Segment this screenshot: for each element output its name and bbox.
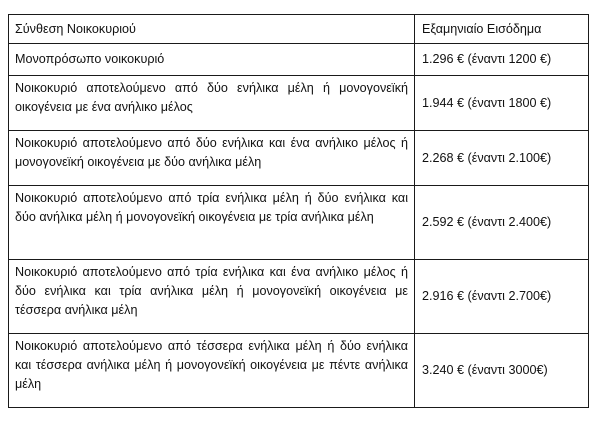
row-income: 2.916 € (έναντι 2.700€) <box>415 260 589 334</box>
composition-text: Νοικοκυριό αποτελούμενο από τρία ενήλικα μέλη ή δύο ενήλικα και δύο ανήλικα μέλη ή μονογονεϊκή οικογένεια με τρία ανήλικα μέλη <box>15 191 408 224</box>
table-row <box>9 186 589 260</box>
header-composition: Σύνθεση Νοικοκυριού <box>9 15 415 44</box>
row-income: 2.268 € (έναντι 2.100€) <box>415 131 589 186</box>
row-income: 1.296 € (έναντι 1200 €) <box>415 44 589 76</box>
composition-text: Νοικοκυριό αποτελούμενο από τρία ενήλικα και ένα ανήλικο μέλος ή δύο ενήλικα και τρία ανήλικα μέλη ή μονογονεϊκή οικογένεια με τέσσερα ανήλικα μέλη <box>15 265 408 317</box>
row-income: 1.944 € (έναντι 1800 €) <box>415 76 589 131</box>
row-composition <box>9 334 415 408</box>
composition-text: Νοικοκυριό αποτελούμενο από δύο ενήλικα μέλη ή μονογονεϊκή οικογένεια με ένα ανήλικο μέλος <box>15 81 408 114</box>
row-composition <box>9 44 415 76</box>
table-row <box>9 334 589 408</box>
composition-text: Μονοπρόσωπο νοικοκυριό <box>15 52 165 66</box>
income-table <box>8 14 589 408</box>
row-composition <box>9 260 415 334</box>
table-row <box>9 131 589 186</box>
income-table-container <box>8 14 588 408</box>
table-row <box>9 260 589 334</box>
table-row <box>9 76 589 131</box>
row-composition <box>9 186 415 260</box>
table-row <box>9 44 589 76</box>
row-composition <box>9 76 415 131</box>
table-header-row <box>9 15 589 44</box>
composition-text: Νοικοκυριό αποτελούμενο από τέσσερα ενήλικα μέλη ή δύο ενήλικα και τέσσερα ανήλικα μέλη ή μονογονεϊκή οικογένεια με πέντε ανήλικα μέλη <box>15 339 408 391</box>
row-income: 3.240 € (έναντι 3000€) <box>415 334 589 408</box>
row-income: 2.592 € (έναντι 2.400€) <box>415 186 589 260</box>
row-composition <box>9 131 415 186</box>
composition-text: Νοικοκυριό αποτελούμενο από δύο ενήλικα και ένα ανήλικο μέλος ή μονογονεϊκή οικογένεια με δύο ανήλικα μέλη <box>15 136 408 169</box>
header-income: Εξαμηνιαίο Εισόδημα <box>415 15 589 44</box>
